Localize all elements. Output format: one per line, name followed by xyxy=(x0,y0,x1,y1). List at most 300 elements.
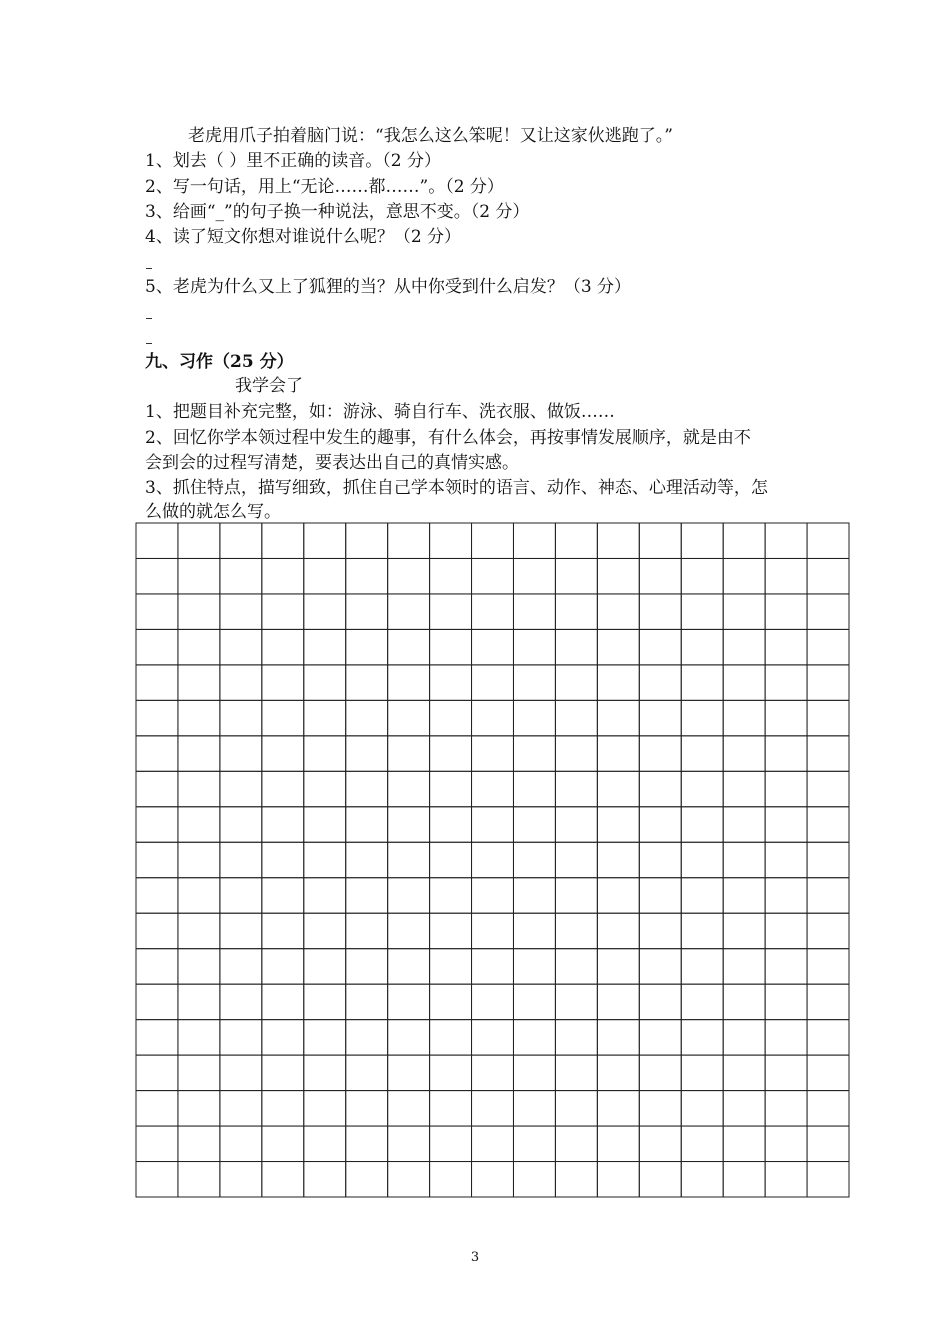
grid-cell[interactable] xyxy=(681,594,723,629)
grid-cell[interactable] xyxy=(597,984,639,1019)
grid-cell[interactable] xyxy=(513,842,555,877)
grid-cell[interactable] xyxy=(388,949,430,984)
grid-cell[interactable] xyxy=(346,594,388,629)
grid-cell[interactable] xyxy=(765,807,807,842)
grid-cell[interactable] xyxy=(513,629,555,664)
grid-cell[interactable] xyxy=(597,842,639,877)
grid-cell[interactable] xyxy=(346,1020,388,1055)
grid-cell[interactable] xyxy=(555,807,597,842)
grid-cell[interactable] xyxy=(681,984,723,1019)
grid-cell[interactable] xyxy=(807,665,849,700)
grid-cell[interactable] xyxy=(597,878,639,913)
grid-cell[interactable] xyxy=(472,665,514,700)
grid-cell[interactable] xyxy=(555,1091,597,1126)
grid-cell[interactable] xyxy=(472,523,514,558)
grid-cell[interactable] xyxy=(723,878,765,913)
grid-cell[interactable] xyxy=(681,665,723,700)
grid-cell[interactable] xyxy=(765,842,807,877)
grid-cell[interactable] xyxy=(388,665,430,700)
grid-cell[interactable] xyxy=(304,736,346,771)
grid-cell[interactable] xyxy=(304,665,346,700)
grid-cell[interactable] xyxy=(430,1162,472,1197)
grid-cell[interactable] xyxy=(681,949,723,984)
grid-cell[interactable] xyxy=(807,1126,849,1161)
grid-cell[interactable] xyxy=(304,700,346,735)
grid-cell[interactable] xyxy=(765,700,807,735)
grid-cell[interactable] xyxy=(597,665,639,700)
grid-cell[interactable] xyxy=(346,1126,388,1161)
grid-cell[interactable] xyxy=(346,629,388,664)
grid-cell[interactable] xyxy=(723,558,765,593)
grid-cell[interactable] xyxy=(513,1126,555,1161)
grid-cell[interactable] xyxy=(304,1126,346,1161)
grid-cell[interactable] xyxy=(430,913,472,948)
grid-cell[interactable] xyxy=(555,1020,597,1055)
grid-cell[interactable] xyxy=(765,558,807,593)
grid-cell[interactable] xyxy=(136,700,178,735)
grid-cell[interactable] xyxy=(555,1126,597,1161)
grid-cell[interactable] xyxy=(346,1162,388,1197)
grid-cell[interactable] xyxy=(513,984,555,1019)
grid-cell[interactable] xyxy=(220,523,262,558)
grid-cell[interactable] xyxy=(220,878,262,913)
grid-cell[interactable] xyxy=(262,913,304,948)
grid-cell[interactable] xyxy=(681,523,723,558)
grid-cell[interactable] xyxy=(262,842,304,877)
grid-cell[interactable] xyxy=(639,1162,681,1197)
grid-cell[interactable] xyxy=(388,1091,430,1126)
grid-cell[interactable] xyxy=(807,558,849,593)
grid-cell[interactable] xyxy=(555,913,597,948)
grid-cell[interactable] xyxy=(597,949,639,984)
grid-cell[interactable] xyxy=(178,842,220,877)
grid-cell[interactable] xyxy=(765,736,807,771)
grid-cell[interactable] xyxy=(346,1055,388,1090)
grid-cell[interactable] xyxy=(304,629,346,664)
grid-cell[interactable] xyxy=(262,1091,304,1126)
grid-cell[interactable] xyxy=(346,700,388,735)
grid-cell[interactable] xyxy=(136,878,178,913)
grid-cell[interactable] xyxy=(765,665,807,700)
grid-cell[interactable] xyxy=(430,558,472,593)
grid-cell[interactable] xyxy=(723,1162,765,1197)
grid-cell[interactable] xyxy=(513,558,555,593)
grid-cell[interactable] xyxy=(304,771,346,806)
grid-cell[interactable] xyxy=(388,558,430,593)
grid-cell[interactable] xyxy=(555,558,597,593)
grid-cell[interactable] xyxy=(555,771,597,806)
grid-cell[interactable] xyxy=(639,807,681,842)
grid-cell[interactable] xyxy=(220,1126,262,1161)
grid-cell[interactable] xyxy=(136,558,178,593)
grid-cell[interactable] xyxy=(597,736,639,771)
grid-cell[interactable] xyxy=(472,736,514,771)
grid-cell[interactable] xyxy=(597,594,639,629)
grid-cell[interactable] xyxy=(388,523,430,558)
grid-cell[interactable] xyxy=(765,629,807,664)
grid-cell[interactable] xyxy=(597,1055,639,1090)
grid-cell[interactable] xyxy=(555,523,597,558)
grid-cell[interactable] xyxy=(681,1162,723,1197)
grid-cell[interactable] xyxy=(262,1020,304,1055)
grid-cell[interactable] xyxy=(178,1091,220,1126)
grid-cell[interactable] xyxy=(681,736,723,771)
grid-cell[interactable] xyxy=(472,878,514,913)
grid-cell[interactable] xyxy=(262,700,304,735)
grid-cell[interactable] xyxy=(513,700,555,735)
grid-cell[interactable] xyxy=(388,771,430,806)
grid-cell[interactable] xyxy=(262,1055,304,1090)
grid-cell[interactable] xyxy=(513,913,555,948)
grid-cell[interactable] xyxy=(178,913,220,948)
grid-cell[interactable] xyxy=(765,949,807,984)
grid-cell[interactable] xyxy=(765,878,807,913)
grid-cell[interactable] xyxy=(681,1055,723,1090)
grid-cell[interactable] xyxy=(765,1091,807,1126)
answer-blank-line[interactable] xyxy=(146,268,152,269)
grid-cell[interactable] xyxy=(178,629,220,664)
grid-cell[interactable] xyxy=(472,771,514,806)
grid-cell[interactable] xyxy=(304,984,346,1019)
grid-cell[interactable] xyxy=(388,842,430,877)
grid-cell[interactable] xyxy=(304,1020,346,1055)
grid-cell[interactable] xyxy=(555,984,597,1019)
grid-cell[interactable] xyxy=(304,1055,346,1090)
grid-cell[interactable] xyxy=(262,807,304,842)
grid-cell[interactable] xyxy=(597,771,639,806)
grid-cell[interactable] xyxy=(388,1162,430,1197)
grid-cell[interactable] xyxy=(765,984,807,1019)
grid-cell[interactable] xyxy=(555,842,597,877)
grid-cell[interactable] xyxy=(555,629,597,664)
grid-cell[interactable] xyxy=(430,878,472,913)
grid-cell[interactable] xyxy=(178,523,220,558)
grid-cell[interactable] xyxy=(597,523,639,558)
grid-cell[interactable] xyxy=(136,594,178,629)
grid-cell[interactable] xyxy=(178,665,220,700)
grid-cell[interactable] xyxy=(178,736,220,771)
grid-cell[interactable] xyxy=(178,949,220,984)
grid-cell[interactable] xyxy=(220,629,262,664)
grid-cell[interactable] xyxy=(136,842,178,877)
grid-cell[interactable] xyxy=(178,594,220,629)
grid-cell[interactable] xyxy=(807,1020,849,1055)
grid-cell[interactable] xyxy=(430,1055,472,1090)
grid-cell[interactable] xyxy=(472,949,514,984)
grid-cell[interactable] xyxy=(346,665,388,700)
grid-cell[interactable] xyxy=(220,1055,262,1090)
grid-cell[interactable] xyxy=(681,807,723,842)
grid-cell[interactable] xyxy=(262,523,304,558)
grid-cell[interactable] xyxy=(178,984,220,1019)
grid-cell[interactable] xyxy=(597,1162,639,1197)
grid-cell[interactable] xyxy=(723,1055,765,1090)
grid-cell[interactable] xyxy=(220,1091,262,1126)
grid-cell[interactable] xyxy=(555,736,597,771)
grid-cell[interactable] xyxy=(555,1055,597,1090)
grid-cell[interactable] xyxy=(388,984,430,1019)
grid-cell[interactable] xyxy=(472,1162,514,1197)
grid-cell[interactable] xyxy=(639,1055,681,1090)
grid-cell[interactable] xyxy=(220,949,262,984)
grid-cell[interactable] xyxy=(262,878,304,913)
grid-cell[interactable] xyxy=(220,842,262,877)
grid-cell[interactable] xyxy=(639,1126,681,1161)
grid-cell[interactable] xyxy=(472,1055,514,1090)
grid-cell[interactable] xyxy=(430,1020,472,1055)
grid-cell[interactable] xyxy=(597,1020,639,1055)
grid-cell[interactable] xyxy=(430,700,472,735)
grid-cell[interactable] xyxy=(807,1091,849,1126)
grid-cell[interactable] xyxy=(723,700,765,735)
grid-cell[interactable] xyxy=(346,949,388,984)
grid-cell[interactable] xyxy=(513,1091,555,1126)
grid-cell[interactable] xyxy=(765,913,807,948)
grid-cell[interactable] xyxy=(807,523,849,558)
grid-cell[interactable] xyxy=(430,984,472,1019)
grid-cell[interactable] xyxy=(304,807,346,842)
grid-cell[interactable] xyxy=(472,629,514,664)
grid-cell[interactable] xyxy=(220,736,262,771)
grid-cell[interactable] xyxy=(178,700,220,735)
grid-cell[interactable] xyxy=(597,700,639,735)
grid-cell[interactable] xyxy=(639,665,681,700)
grid-cell[interactable] xyxy=(681,842,723,877)
grid-cell[interactable] xyxy=(807,736,849,771)
grid-cell[interactable] xyxy=(346,1091,388,1126)
grid-cell[interactable] xyxy=(178,878,220,913)
grid-cell[interactable] xyxy=(262,1162,304,1197)
grid-cell[interactable] xyxy=(178,1126,220,1161)
grid-cell[interactable] xyxy=(388,594,430,629)
grid-cell[interactable] xyxy=(304,878,346,913)
grid-cell[interactable] xyxy=(513,878,555,913)
grid-cell[interactable] xyxy=(136,807,178,842)
grid-cell[interactable] xyxy=(472,913,514,948)
grid-cell[interactable] xyxy=(262,949,304,984)
grid-cell[interactable] xyxy=(136,665,178,700)
grid-cell[interactable] xyxy=(472,984,514,1019)
grid-cell[interactable] xyxy=(472,1126,514,1161)
grid-cell[interactable] xyxy=(220,700,262,735)
grid-cell[interactable] xyxy=(388,807,430,842)
grid-cell[interactable] xyxy=(136,771,178,806)
grid-cell[interactable] xyxy=(681,629,723,664)
grid-cell[interactable] xyxy=(723,665,765,700)
grid-cell[interactable] xyxy=(220,665,262,700)
grid-cell[interactable] xyxy=(807,1162,849,1197)
grid-cell[interactable] xyxy=(346,523,388,558)
grid-cell[interactable] xyxy=(681,700,723,735)
grid-cell[interactable] xyxy=(220,1162,262,1197)
grid-cell[interactable] xyxy=(136,523,178,558)
grid-cell[interactable] xyxy=(304,558,346,593)
grid-cell[interactable] xyxy=(430,1091,472,1126)
grid-cell[interactable] xyxy=(472,1020,514,1055)
grid-cell[interactable] xyxy=(262,984,304,1019)
grid-cell[interactable] xyxy=(136,984,178,1019)
grid-cell[interactable] xyxy=(807,878,849,913)
grid-cell[interactable] xyxy=(723,594,765,629)
grid-cell[interactable] xyxy=(807,842,849,877)
grid-cell[interactable] xyxy=(765,1162,807,1197)
grid-cell[interactable] xyxy=(597,558,639,593)
grid-cell[interactable] xyxy=(346,913,388,948)
grid-cell[interactable] xyxy=(723,949,765,984)
grid-cell[interactable] xyxy=(472,594,514,629)
grid-cell[interactable] xyxy=(681,558,723,593)
grid-cell[interactable] xyxy=(304,949,346,984)
grid-cell[interactable] xyxy=(136,1162,178,1197)
grid-cell[interactable] xyxy=(430,949,472,984)
grid-cell[interactable] xyxy=(262,665,304,700)
grid-cell[interactable] xyxy=(220,913,262,948)
grid-cell[interactable] xyxy=(555,665,597,700)
grid-cell[interactable] xyxy=(262,736,304,771)
grid-cell[interactable] xyxy=(220,984,262,1019)
grid-cell[interactable] xyxy=(346,842,388,877)
grid-cell[interactable] xyxy=(555,949,597,984)
grid-cell[interactable] xyxy=(639,629,681,664)
grid-cell[interactable] xyxy=(136,736,178,771)
grid-cell[interactable] xyxy=(388,629,430,664)
grid-cell[interactable] xyxy=(807,594,849,629)
grid-cell[interactable] xyxy=(346,878,388,913)
grid-cell[interactable] xyxy=(723,913,765,948)
grid-cell[interactable] xyxy=(807,1055,849,1090)
grid-cell[interactable] xyxy=(807,700,849,735)
grid-cell[interactable] xyxy=(388,700,430,735)
grid-cell[interactable] xyxy=(723,629,765,664)
grid-cell[interactable] xyxy=(136,1055,178,1090)
grid-cell[interactable] xyxy=(262,1126,304,1161)
grid-cell[interactable] xyxy=(723,984,765,1019)
grid-cell[interactable] xyxy=(597,1091,639,1126)
grid-cell[interactable] xyxy=(430,771,472,806)
grid-cell[interactable] xyxy=(765,523,807,558)
grid-cell[interactable] xyxy=(639,558,681,593)
grid-cell[interactable] xyxy=(765,1055,807,1090)
grid-cell[interactable] xyxy=(430,842,472,877)
grid-cell[interactable] xyxy=(807,629,849,664)
grid-cell[interactable] xyxy=(723,842,765,877)
grid-cell[interactable] xyxy=(304,1091,346,1126)
grid-cell[interactable] xyxy=(639,523,681,558)
grid-cell[interactable] xyxy=(681,771,723,806)
answer-blank-line[interactable] xyxy=(146,318,152,319)
grid-cell[interactable] xyxy=(513,1020,555,1055)
grid-cell[interactable] xyxy=(220,807,262,842)
writing-grid[interactable] xyxy=(135,522,850,1198)
grid-cell[interactable] xyxy=(472,807,514,842)
grid-cell[interactable] xyxy=(513,594,555,629)
grid-cell[interactable] xyxy=(597,629,639,664)
grid-cell[interactable] xyxy=(513,949,555,984)
grid-cell[interactable] xyxy=(220,771,262,806)
grid-cell[interactable] xyxy=(262,629,304,664)
grid-cell[interactable] xyxy=(555,1162,597,1197)
grid-cell[interactable] xyxy=(472,700,514,735)
grid-cell[interactable] xyxy=(639,878,681,913)
grid-cell[interactable] xyxy=(430,1126,472,1161)
grid-cell[interactable] xyxy=(639,949,681,984)
grid-cell[interactable] xyxy=(639,594,681,629)
grid-cell[interactable] xyxy=(220,558,262,593)
grid-cell[interactable] xyxy=(430,736,472,771)
grid-cell[interactable] xyxy=(513,736,555,771)
grid-cell[interactable] xyxy=(178,1020,220,1055)
grid-cell[interactable] xyxy=(513,771,555,806)
grid-cell[interactable] xyxy=(723,807,765,842)
grid-cell[interactable] xyxy=(262,558,304,593)
grid-cell[interactable] xyxy=(513,1055,555,1090)
grid-cell[interactable] xyxy=(136,913,178,948)
grid-cell[interactable] xyxy=(723,1020,765,1055)
grid-cell[interactable] xyxy=(681,1020,723,1055)
grid-cell[interactable] xyxy=(430,629,472,664)
grid-cell[interactable] xyxy=(346,736,388,771)
grid-cell[interactable] xyxy=(807,771,849,806)
grid-cell[interactable] xyxy=(136,629,178,664)
grid-cell[interactable] xyxy=(513,665,555,700)
grid-cell[interactable] xyxy=(723,1126,765,1161)
grid-cell[interactable] xyxy=(765,1020,807,1055)
grid-cell[interactable] xyxy=(136,949,178,984)
grid-cell[interactable] xyxy=(472,842,514,877)
grid-cell[interactable] xyxy=(178,558,220,593)
grid-cell[interactable] xyxy=(430,523,472,558)
grid-cell[interactable] xyxy=(555,878,597,913)
grid-cell[interactable] xyxy=(597,913,639,948)
grid-cell[interactable] xyxy=(346,984,388,1019)
grid-cell[interactable] xyxy=(220,594,262,629)
grid-cell[interactable] xyxy=(639,736,681,771)
grid-cell[interactable] xyxy=(639,1091,681,1126)
grid-cell[interactable] xyxy=(765,594,807,629)
grid-cell[interactable] xyxy=(807,984,849,1019)
grid-cell[interactable] xyxy=(136,1126,178,1161)
grid-cell[interactable] xyxy=(513,1162,555,1197)
grid-cell[interactable] xyxy=(807,913,849,948)
grid-cell[interactable] xyxy=(807,807,849,842)
grid-cell[interactable] xyxy=(472,1091,514,1126)
grid-cell[interactable] xyxy=(597,1126,639,1161)
grid-cell[interactable] xyxy=(513,807,555,842)
grid-cell[interactable] xyxy=(136,1091,178,1126)
grid-cell[interactable] xyxy=(430,665,472,700)
grid-cell[interactable] xyxy=(388,913,430,948)
answer-blank-line[interactable] xyxy=(146,343,152,344)
grid-cell[interactable] xyxy=(388,1020,430,1055)
grid-cell[interactable] xyxy=(807,949,849,984)
grid-cell[interactable] xyxy=(723,1091,765,1126)
grid-cell[interactable] xyxy=(346,558,388,593)
grid-cell[interactable] xyxy=(388,878,430,913)
grid-cell[interactable] xyxy=(681,913,723,948)
grid-cell[interactable] xyxy=(388,1055,430,1090)
grid-cell[interactable] xyxy=(262,771,304,806)
grid-cell[interactable] xyxy=(346,807,388,842)
grid-cell[interactable] xyxy=(178,1055,220,1090)
grid-cell[interactable] xyxy=(723,771,765,806)
grid-cell[interactable] xyxy=(178,1162,220,1197)
grid-cell[interactable] xyxy=(430,807,472,842)
grid-cell[interactable] xyxy=(220,1020,262,1055)
grid-cell[interactable] xyxy=(472,558,514,593)
grid-cell[interactable] xyxy=(304,523,346,558)
grid-cell[interactable] xyxy=(681,1126,723,1161)
grid-cell[interactable] xyxy=(304,594,346,629)
